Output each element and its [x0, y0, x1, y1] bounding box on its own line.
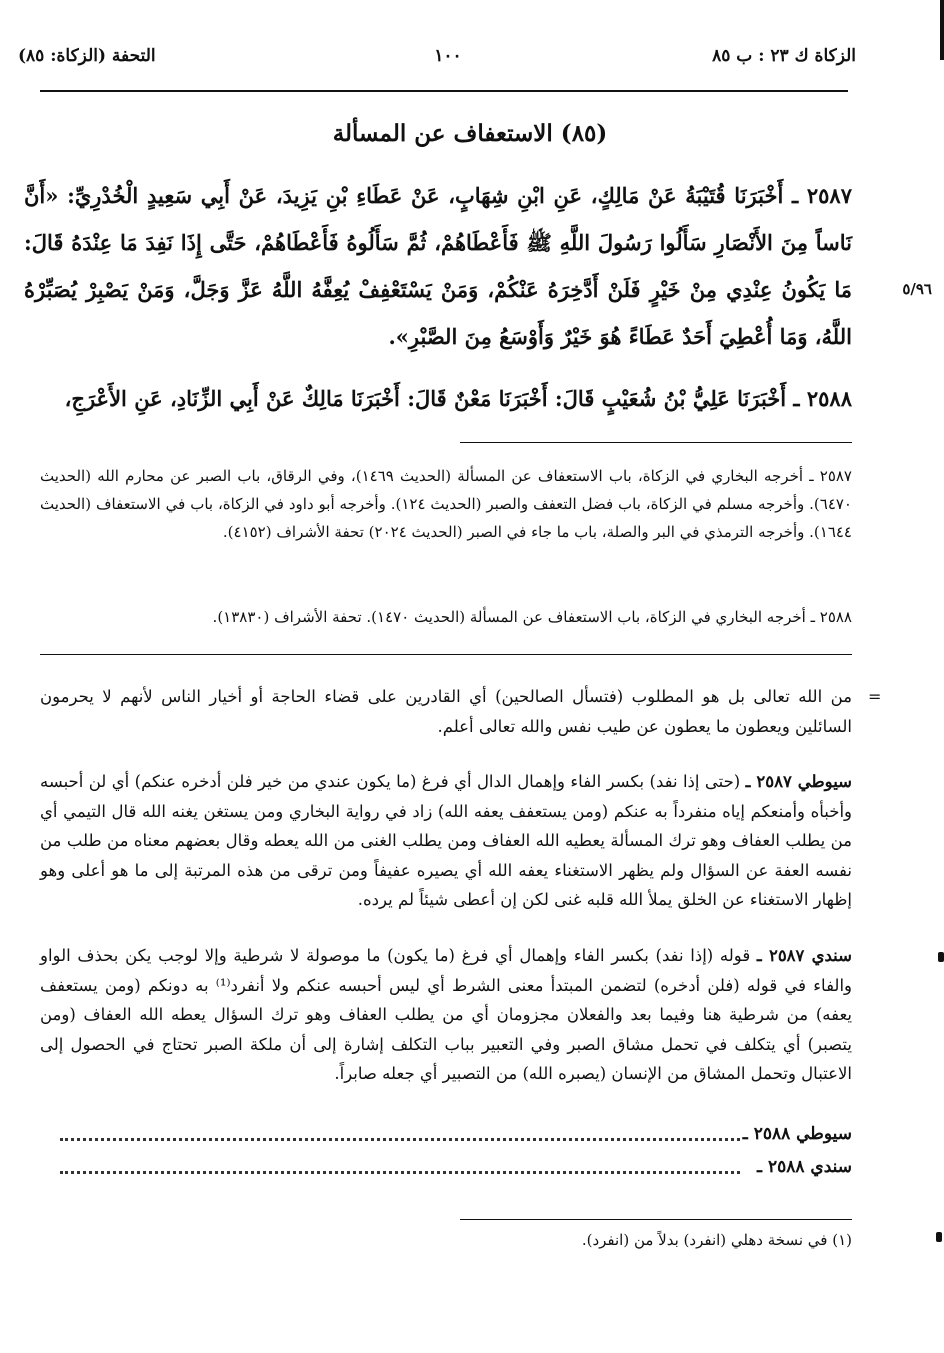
running-header [18, 46, 856, 76]
takhrij-note-2587: ٢٥٨٧ ـ أخرجه البخاري في الزكاة، باب الاستعفاف عن المسألة (الحديث ١٤٦٩)، وفي الرقاق، باب الصبر عن محارم الله (الحديث ٦٤٧٠). وأخرجه مسلم في الزكاة، باب فضل التعفف والصبر (الحديث ١٢٤). وأخرجه أبو داود في الزكاة، باب في الاستعفاف (الحديث ١٦٤٤). وأخرجه الترمذي في البر والصلة، باب ما جاء في الصبر (الحديث ٢٠٢٤) تحفة الأشراف (٤١٥٢). [40, 467, 852, 541]
margin-reference: ٥/٩٦ [902, 280, 932, 298]
sindi-2587-text: قوله (إذا نفد) بكسر الفاء وإهمال أي فرغ (ما يكون) ما موصولة لا شرطية وإلا لوجب يكن بحذف الواو والفاء في قوله (فلن أدخره) لتضمن المبتدأ معنى الشرط أي ليس أحبسه عنكم ولا أنفرد⁽¹⁾ به دونكم (ومن يستعفف يعفه) من شرطية هنا وفيما بعد والفعلان مجزومان أي من يطلب العفاف وهو ترك السؤال يعطه الله العفاف (ومن يتصبر) أي يتكلف في تحمل مشاق الصبر وفي التعبير بباب التكلف إشارة إلى أن ملكة الصبر تحتاج في الحصول إلى الاعتبال وتحمل المشاق من الإنسان (يصبره الله) من التصبير أي جعله صابراً. [40, 946, 852, 1083]
commentary-sindi-2587 [40, 941, 852, 1089]
commentary-continued: من الله تعالى بل هو المطلوب (فتسأل الصالحين) أي القادرين على قضاء الحاجة أو أخيار الناس لأنهم لا يحرمون السائلين ويعطون ما يعطون عن طيب نفس والله تعالى أعلم. [40, 687, 852, 736]
header-rule [40, 90, 848, 92]
sindi-2587-label: سندي ٢٥٨٧ ـ [756, 946, 852, 965]
dotted-leader [60, 1171, 740, 1174]
sindi-2588-label: سندي ٢٥٨٨ ـ [757, 1157, 852, 1177]
continuation-mark: = [868, 687, 882, 706]
page-number: ١٠٠ [434, 46, 462, 66]
commentary-rule [40, 654, 852, 655]
commentary-suyuti-2588 [60, 1124, 852, 1154]
section-title: (٨٥) الاستعفاف عن المسألة [332, 120, 608, 147]
scan-edge-mark [940, 0, 944, 60]
takhrij-note-2588: ٢٥٨٨ ـ أخرجه البخاري في الزكاة، باب الاستعفاف عن المسألة (الحديث ١٤٧٠). تحفة الأشراف (١٣٨٣٠). [212, 608, 852, 626]
hadith-2588: ٢٥٨٨ ـ أَخْبَرَنَا عَلِيُّ بْنُ شُعَيْبٍ قَالَ: أَخْبَرَنَا مَعْنٌ قَالَ: أَخْبَرَنَا مَالِكٌ عَنْ أَبِي الزِّنَادِ، عَنِ الأَعْرَجِ، [64, 386, 852, 411]
scan-margin-mark [936, 1232, 942, 1242]
header-chapter-ref: الزكاة ك ٢٣ : ب ٨٥ [712, 46, 856, 66]
hadith-2587: ٢٥٨٧ ـ أَخْبَرَنَا قُتَيْبَةُ عَنْ مَالِكٍ، عَنِ ابْنِ شِهَابٍ، عَنْ عَطَاءِ بْنِ يَزِيدَ، عَنْ أَبِي سَعِيدٍ الْخُدْرِيِّ: «أَنَّ نَاساً مِنَ الأَنْصَارِ سَأَلُوا رَسُولَ اللَّهِ ﷺ فَأَعْطَاهُمْ، ثُمَّ سَأَلُوهُ فَأَعْطَاهُمْ، حَتَّى إِذَا نَفِدَ مَا عِنْدَهُ قَالَ: مَا يَكُونُ عِنْدِي مِنْ خَيْرٍ فَلَنْ أَدَّخِرَهُ عَنْكُمْ، وَمَنْ يَسْتَعْفِفْ يُعِفَّهُ اللَّهُ عَزَّ وَجَلَّ، وَمَنْ يَصْبِرْ يُصَبِّرْهُ اللَّهُ، وَمَا أُعْطِيَ أَحَدٌ عَطَاءً هُوَ خَيْرٌ وَأَوْسَعُ مِنَ الصَّبْرِ». [24, 183, 852, 349]
header-tuhfa-ref: التحفة (الزكاة: ٨٥) [18, 46, 156, 66]
commentary-sindi-2588 [60, 1157, 852, 1187]
suyuti-2587-label: سيوطي ٢٥٨٧ ـ [745, 772, 852, 791]
notes-rule [460, 442, 852, 443]
footnote: (١) في نسخة دهلي (انفرد) بدلاً من (انفرد). [581, 1231, 852, 1249]
commentary-suyuti-2587 [40, 767, 852, 915]
suyuti-2587-text: (حتى إذا نفد) بكسر الفاء وإهمال الدال أي فرغ (ما يكون عندي من خير فلن أدخره عنكم) أي لن أحبسه وأخبأه وأمنعكم إياه منفرداً به عنكم (ومن يستعفف يعفه الله) زاد في رواية البخاري ومن يستغن يغنه الله قال التيمي أي من يطلب العفاف وهو ترك المسألة يعطيه الله العفاف ومن يطلب الغنى من الله يعطه وقال بعضهم معناه من طلب من نفسه العفة عن السؤال ولم يظهر الاستغناء يعفه الله أي يصيره عفيفاً ومن ترقى من هذه المرتبة إلى ما هو أعلى وهو إظهار الاستغناء عن الخلق يملأ الله قلبه غنى لكن إن أعطى شيئاً لم يرده. [40, 772, 852, 909]
suyuti-2588-label: سيوطي ٢٥٨٨ ـ [742, 1124, 852, 1144]
dotted-leader [60, 1138, 740, 1141]
scan-margin-mark [938, 952, 944, 962]
footnote-rule [460, 1219, 852, 1220]
